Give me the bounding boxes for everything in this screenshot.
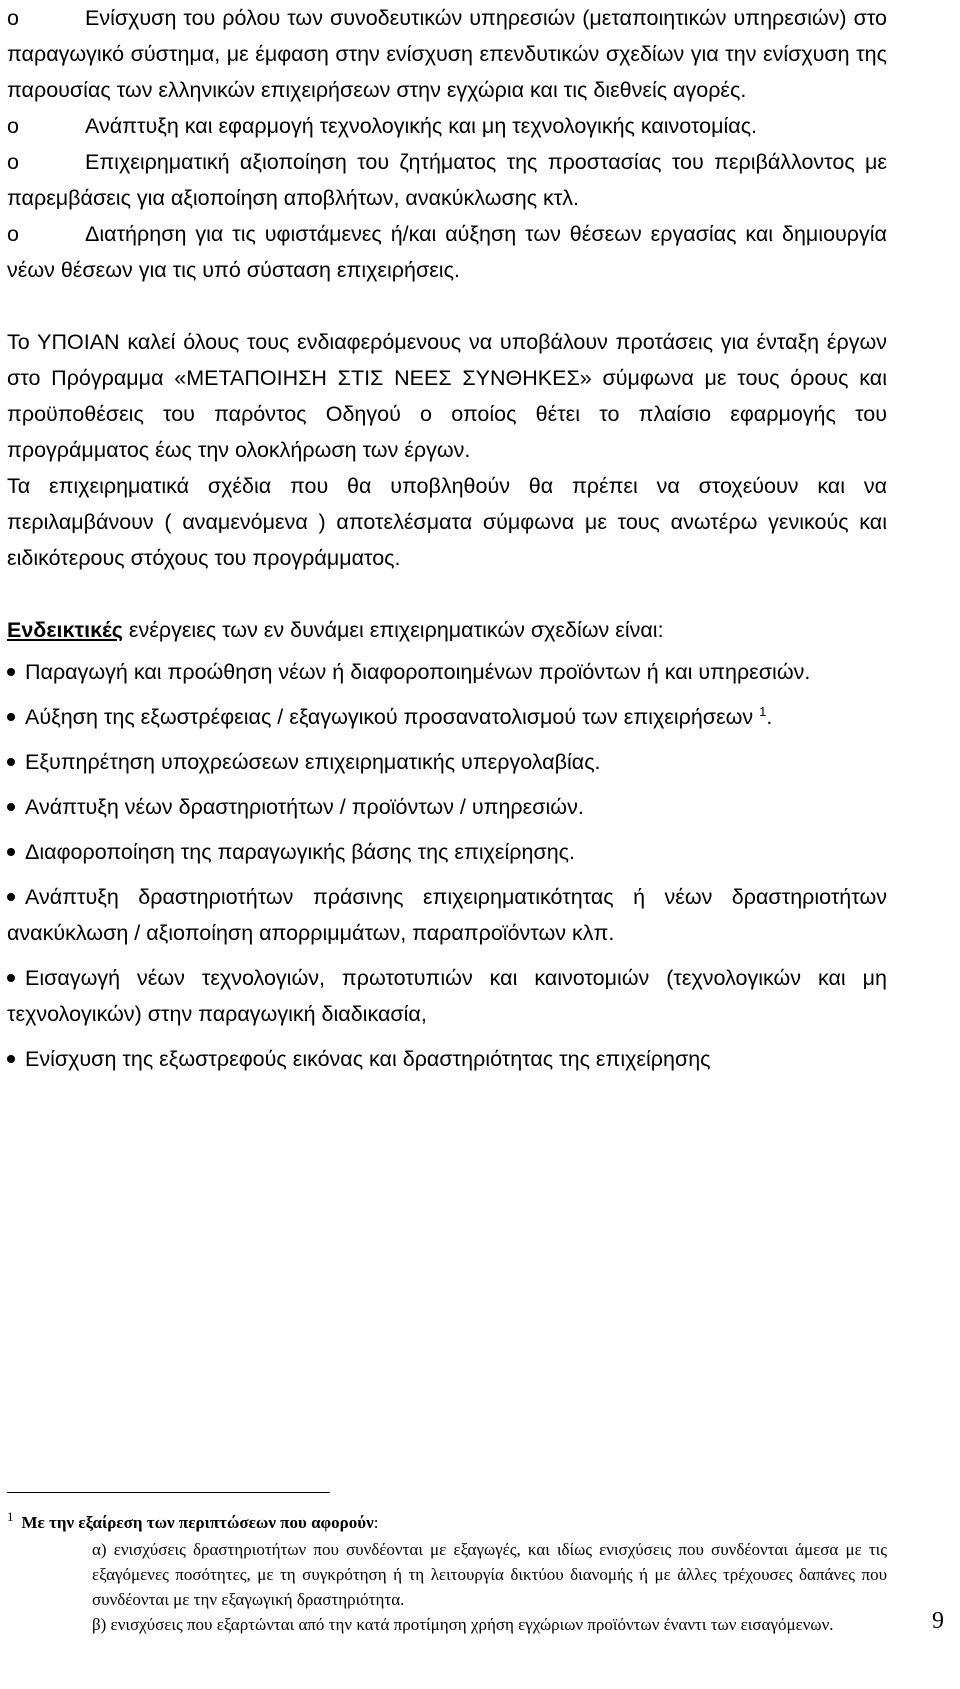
actions-list <box>7 654 887 1077</box>
list-marker: o <box>7 114 19 138</box>
footnote <box>7 1510 887 1637</box>
footnote-ref[interactable]: 1 <box>759 703 767 719</box>
list-item <box>7 699 887 735</box>
list-item <box>7 744 887 780</box>
footnote-number: 1 <box>7 1509 14 1525</box>
list-marker: o <box>7 6 19 30</box>
list-item <box>7 654 887 690</box>
heading-rest: ενέργειες των εν δυνάμει επιχειρηματικών σχεδίων είναι: <box>122 618 664 642</box>
footnote-heading <box>7 1510 887 1535</box>
intro-paragraph: Το ΥΠΟΙΑΝ καλεί όλους τους ενδιαφερόμενους να υποβάλουν προτάσεις για ένταξη έργων στο Πρόγραμμα «ΜΕΤΑΠΟΙΗΣΗ ΣΤΙΣ ΝΕΕΣ ΣΥΝΘΗΚΕΣ» σύμφωνα με τους όρους και προϋποθέσεις του παρόντος Οδηγού ο οποίος θέτει το πλαίσιο εφαρμογής του προγράμματος έως την ολοκλήρωση των έργων. <box>7 330 887 462</box>
list-item <box>7 789 887 825</box>
objective-item <box>7 108 887 144</box>
list-item <box>7 879 887 951</box>
list-item <box>7 1041 887 1077</box>
list-marker: o <box>7 150 19 174</box>
list-item <box>7 834 887 870</box>
objective-text: Επιχειρηματική αξιοποίηση του ζητήματος της προστασίας του περιβάλλοντος με παρεμβάσεις για αξιοποίηση αποβλήτων, ανακύκλωσης κτλ. <box>7 150 887 210</box>
footnote-title-suffix: : <box>373 1513 379 1532</box>
bullet-icon <box>7 974 15 982</box>
list-marker: o <box>7 222 19 246</box>
bullet-icon <box>7 848 15 856</box>
footnote-body <box>92 1537 887 1637</box>
objective-item <box>7 216 887 288</box>
action-text <box>7 699 887 735</box>
action-text: Ανάπτυξη νέων δραστηριοτήτων / προϊόντων / υπηρεσιών. <box>25 795 584 819</box>
objectives-list <box>7 0 887 288</box>
action-text: Ανάπτυξη δραστηριοτήτων πράσινης επιχειρηματικότητας ή νέων δραστηριοτήτων ανακύκλωση / αξιοποίηση απορριμμάτων, παραπροϊόντων κλπ. <box>7 885 887 945</box>
action-text: Εισαγωγή νέων τεχνολογιών, πρωτοτυπιών και καινοτομιών (τεχνολογικών και μη τεχνολογικών) στην παραγωγική διαδικασία, <box>7 966 887 1026</box>
bullet-icon <box>7 1055 15 1063</box>
page-number: 9 <box>932 1608 944 1634</box>
bullet-icon <box>7 713 15 721</box>
heading-emphasis: Ενδεικτικές <box>7 618 123 642</box>
action-text-end: . <box>766 705 773 729</box>
actions-heading <box>7 612 887 648</box>
objective-item <box>7 0 887 108</box>
footnote-item: β) ενισχύσεις που εξαρτώνται από την κατά προτίμηση χρήση εγχώριων προϊόντων έναντι των εισαγόμενων. <box>92 1615 834 1634</box>
action-text: Εξυπηρέτηση υποχρεώσεων επιχειρηματικής υπεργολαβίας. <box>25 750 601 774</box>
action-text-main: Αύξηση της εξωστρέφειας / εξαγωγικού προσανατολισμού των επιχειρήσεων <box>25 705 754 729</box>
footnote-item: α) ενισχύσεις δραστηριοτήτων που συνδέονται με εξαγωγές, και ιδίως ενισχύσεις που συνδέονται άμεσα με τις εξαγόμενες ποσότητες, με τη συγκρότηση ή τη λειτουργία δικτύου διανομής ή με άλλες τρέχουσες δαπάνες που συνδέονται με την εξαγωγική δραστηριότητα. <box>92 1540 887 1609</box>
objective-item <box>7 144 887 216</box>
action-text: Παραγωγή και προώθηση νέων ή διαφοροποιημένων προϊόντων ή και υπηρεσιών. <box>25 660 811 684</box>
footnote-title: Με την εξαίρεση των περιπτώσεων που αφορούν <box>21 1513 374 1532</box>
bullet-icon <box>7 803 15 811</box>
goals-paragraph: Τα επιχειρηματικά σχέδια που θα υποβληθούν θα πρέπει να στοχεύουν και να περιλαμβάνουν ( αναμενόμενα ) αποτελέσματα σύμφωνα με τους ανωτέρω γενικούς και ειδικότερους στόχους του προγράμματος. <box>7 474 887 570</box>
list-item <box>7 960 887 1032</box>
objective-text: Ενίσχυση του ρόλου των συνοδευτικών υπηρεσιών (μεταποιητικών υπηρεσιών) στο παραγωγικό σύστημα, με έμφαση στην ενίσχυση επενδυτικών σχεδίων για την ενίσχυση της παρουσίας των ελληνικών επιχειρήσεων στην εγχώρια και τις διεθνείς αγορές. <box>7 6 887 102</box>
bullet-icon <box>7 893 15 901</box>
objective-text: Ανάπτυξη και εφαρμογή τεχνολογικής και μη τεχνολογικής καινοτομίας. <box>85 114 758 138</box>
main-content <box>7 0 887 1086</box>
action-text: Ενίσχυση της εξωστρεφούς εικόνας και δραστηριότητας της επιχείρησης <box>25 1047 711 1071</box>
footnote-separator <box>7 1492 330 1493</box>
bullet-icon <box>7 668 15 676</box>
bullet-icon <box>7 758 15 766</box>
objective-text: Διατήρηση για τις υφιστάμενες ή/και αύξηση των θέσεων εργασίας και δημιουργία νέων θέσεων για τις υπό σύσταση επιχειρήσεις. <box>7 222 887 282</box>
action-text: Διαφοροποίηση της παραγωγικής βάσης της επιχείρησης. <box>25 840 576 864</box>
